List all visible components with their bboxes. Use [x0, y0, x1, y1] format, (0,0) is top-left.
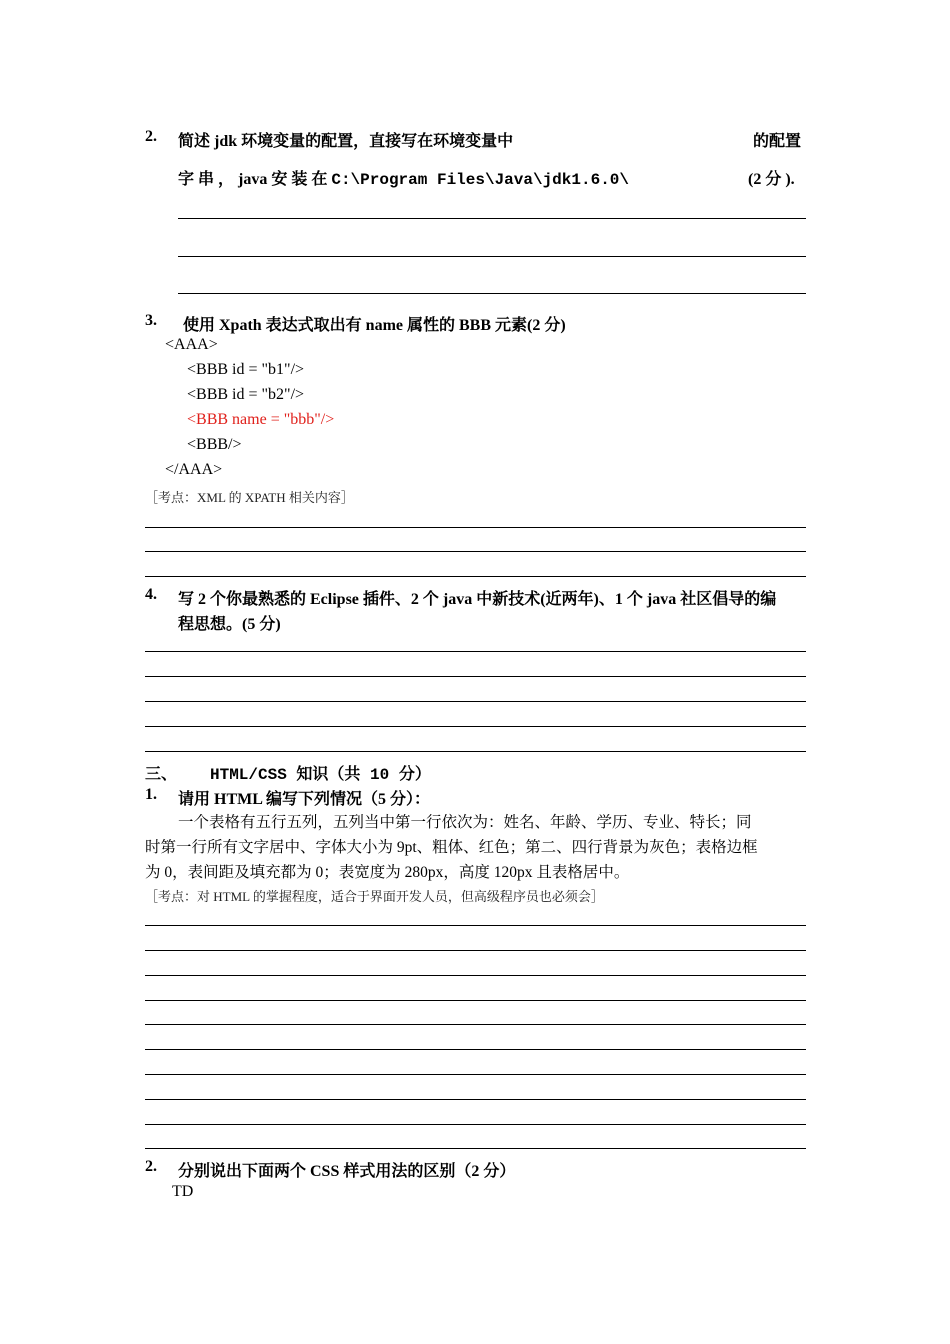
code-line: <BBB id = "b2"/>	[187, 386, 305, 403]
question-number: 4.	[145, 586, 157, 603]
answer-line[interactable]	[145, 950, 806, 951]
code-line: <BBB id = "b1"/>	[187, 361, 305, 378]
answer-line[interactable]	[145, 1148, 806, 1149]
question-text-line2: 程思想。(5 分)	[178, 616, 281, 633]
answer-line[interactable]	[145, 726, 806, 727]
answer-line[interactable]	[145, 1124, 806, 1125]
question-paragraph-line: 一个表格有五行五列，五列当中第一行依次为：姓名、年龄、学历、专业、特长；同	[178, 814, 752, 831]
answer-line[interactable]	[145, 1049, 806, 1050]
code-line-highlight: <BBB name = "bbb"/>	[187, 411, 335, 428]
question-text: 使用 Xpath 表达式取出有 name 属性的 BBB 元素(2 分)	[183, 317, 566, 334]
question-text: 分别说出下面两个 CSS 样式用法的区别（2 分）	[178, 1163, 516, 1180]
question-text: 简述 jdk 环境变量的配置，直接写在环境变量中	[178, 133, 514, 150]
answer-line[interactable]	[145, 1074, 806, 1075]
answer-line[interactable]	[145, 527, 806, 528]
question-paragraph-line: 时第一行所有文字居中、字体大小为 9pt、粗体、红色；第二、四行背景为灰色；表格边框	[145, 839, 758, 856]
answer-line[interactable]	[145, 751, 806, 752]
answer-line[interactable]	[145, 925, 806, 926]
answer-line[interactable]	[145, 1099, 806, 1100]
answer-line[interactable]	[178, 218, 806, 219]
answer-line[interactable]	[145, 676, 806, 677]
question-text-prefix: 字 串 ， java 安 装 在	[178, 171, 332, 188]
question-text-right: 的配置	[753, 133, 802, 150]
answer-line[interactable]	[145, 576, 806, 577]
answer-line[interactable]	[145, 1024, 806, 1025]
question-score: (2 分 ).	[748, 171, 795, 188]
answer-line[interactable]	[145, 1000, 806, 1001]
question-number: 3.	[145, 312, 157, 329]
section-number: 三、	[145, 766, 178, 783]
exam-note: ［考点：对 HTML 的掌握程度，适合于界面开发人员，但高级程序员也必须会］	[145, 889, 604, 904]
answer-line[interactable]	[145, 975, 806, 976]
css-selector-text: TD	[172, 1183, 194, 1200]
answer-line[interactable]	[145, 551, 806, 552]
code-line: </AAA>	[165, 461, 223, 478]
answer-line[interactable]	[178, 293, 806, 294]
code-line: <AAA>	[165, 336, 218, 353]
question-text-line2	[178, 166, 629, 189]
answer-line[interactable]	[145, 651, 806, 652]
question-paragraph-line: 为 0，表间距及填充都为 0；表宽度为 280px，高度 120px 且表格居中。	[145, 864, 630, 881]
code-line: <BBB/>	[187, 436, 242, 453]
exam-note: ［考点：XML 的 XPATH 相关内容］	[145, 490, 354, 505]
question-number: 2.	[145, 1158, 157, 1175]
answer-line[interactable]	[178, 256, 806, 257]
answer-line[interactable]	[145, 701, 806, 702]
question-text: 请用 HTML 编写下列情况（5 分）：	[178, 791, 431, 808]
question-number: 1.	[145, 786, 157, 803]
section-title: HTML/CSS 知识（共 10 分）	[210, 766, 431, 784]
java-install-path: C:\Program Files\Java\jdk1.6.0\	[331, 171, 629, 189]
question-text: 写 2 个你最熟悉的 Eclipse 插件、2 个 java 中新技术(近两年)、1 个 java 社区倡导的编	[178, 591, 777, 608]
question-number: 2.	[145, 128, 157, 145]
